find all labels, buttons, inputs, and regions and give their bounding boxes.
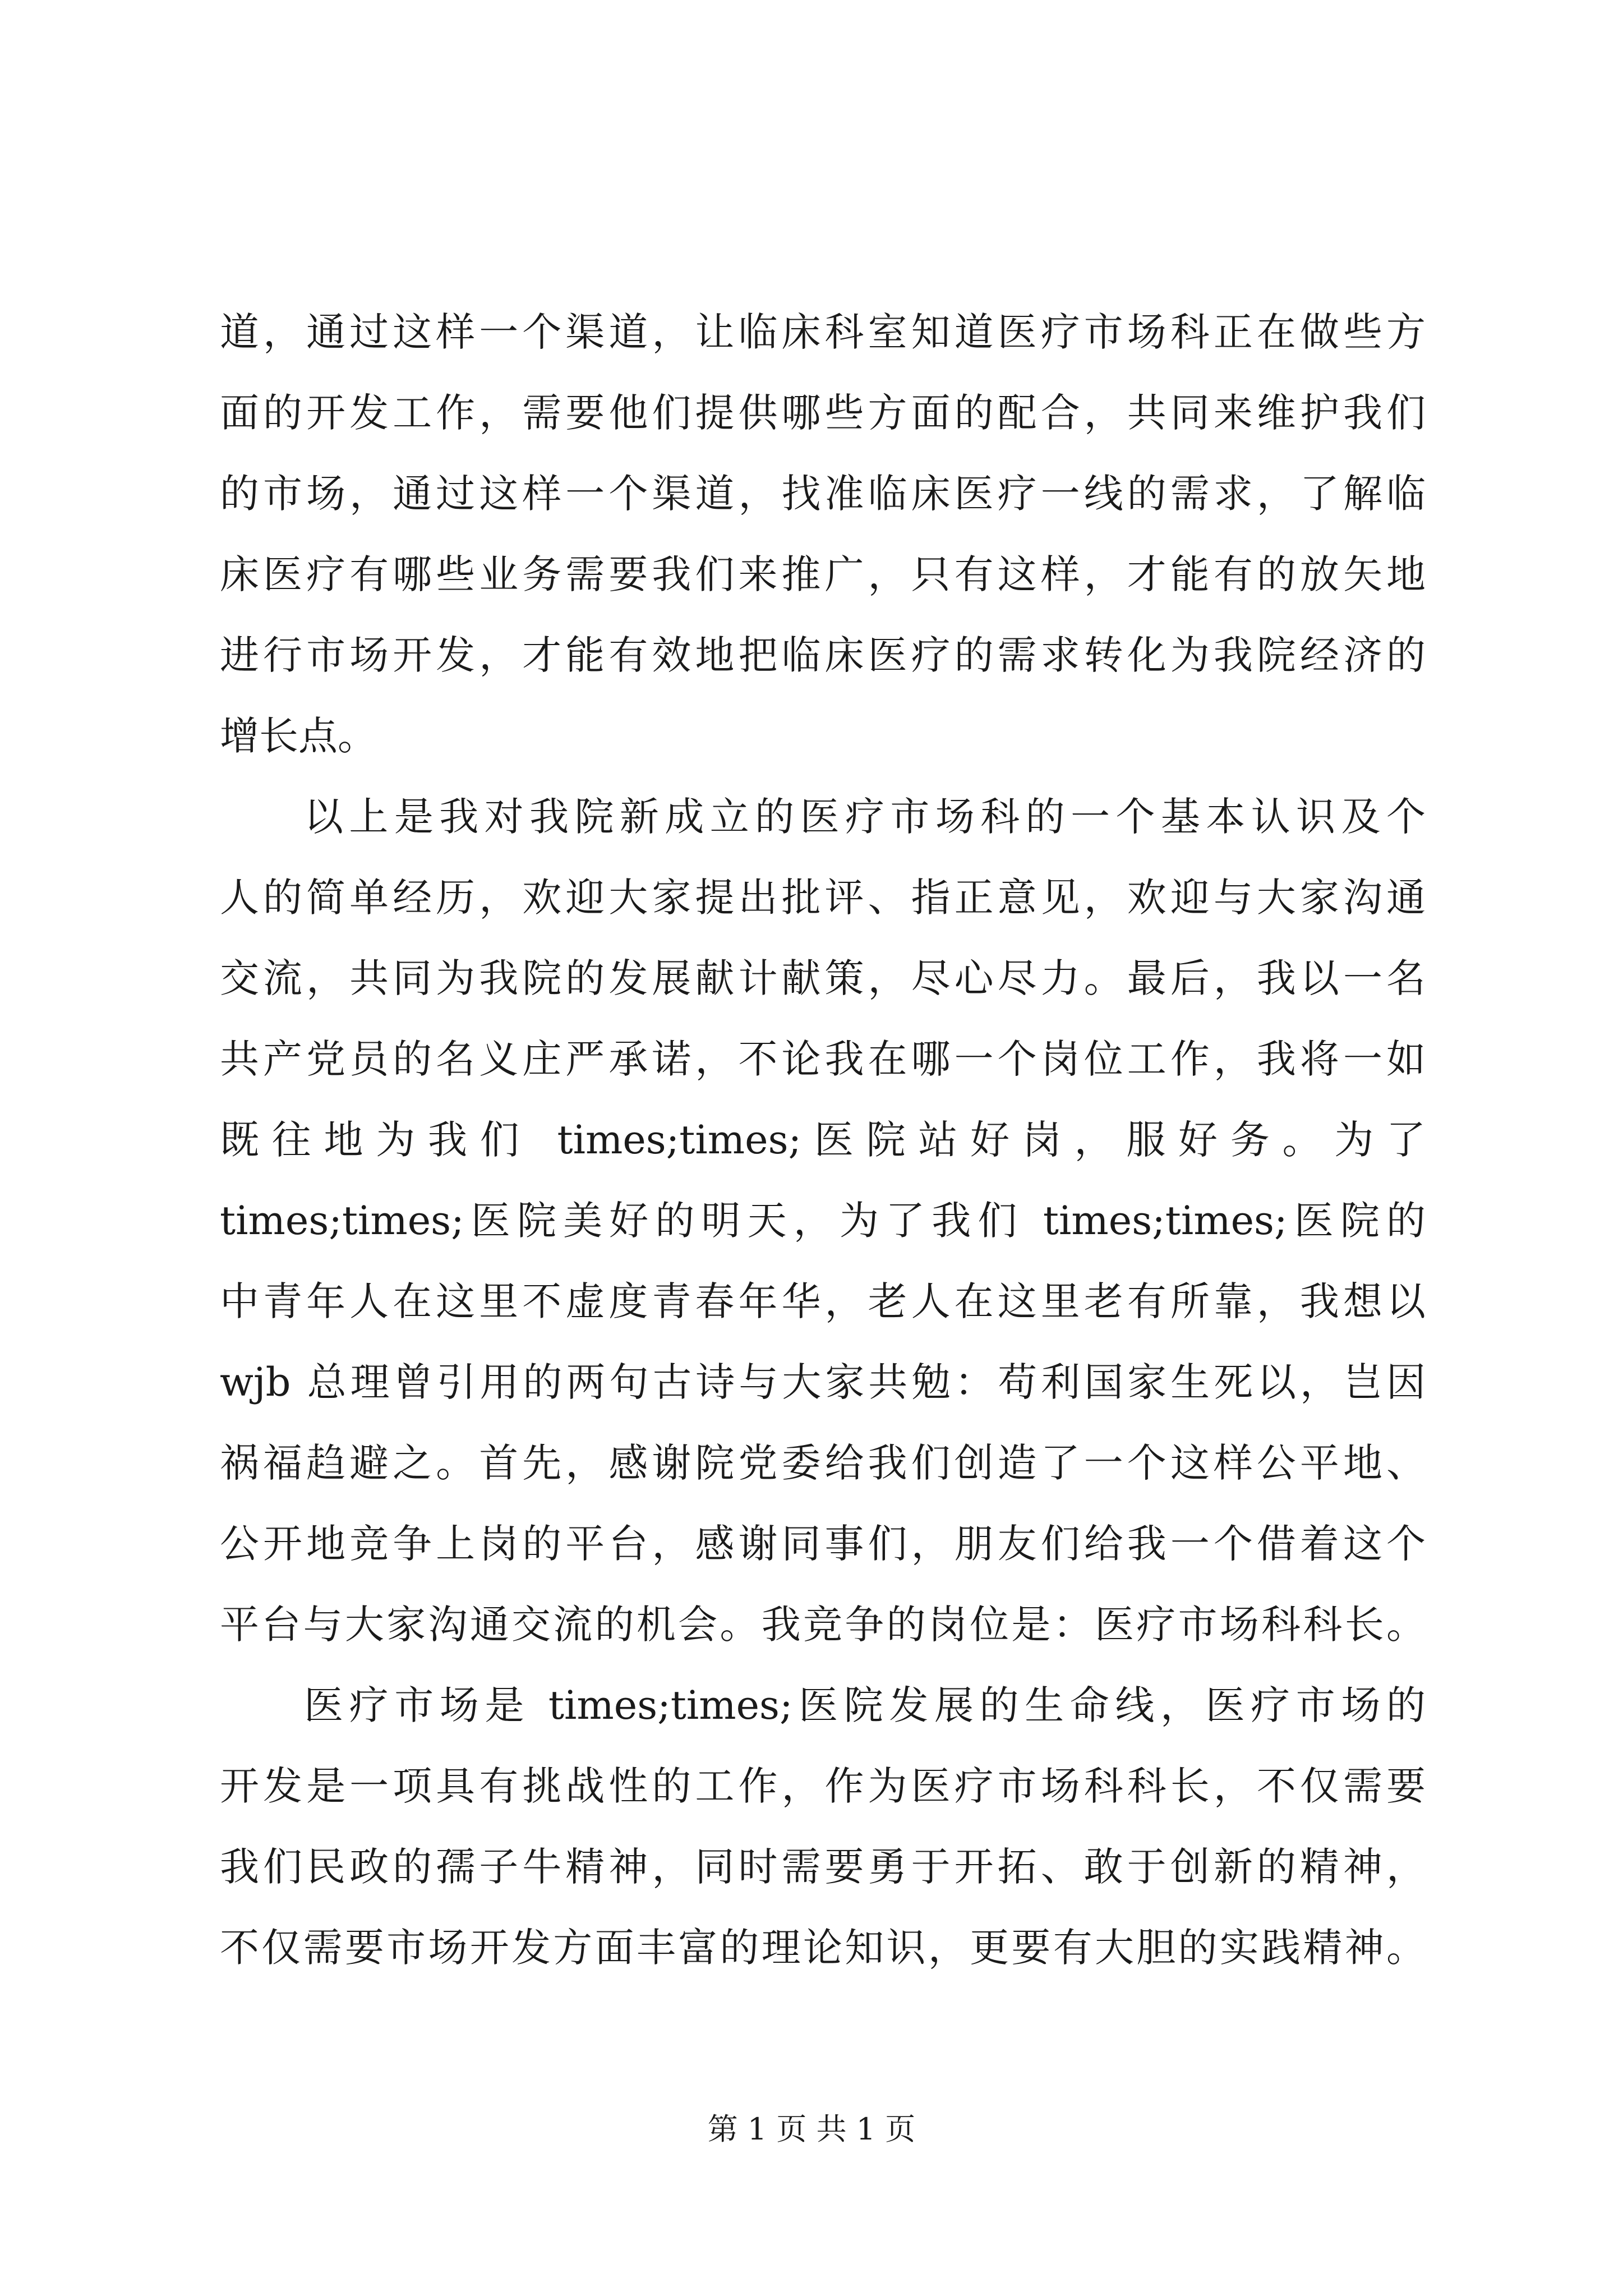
text-line: 床医疗有哪些业务需要我们来推广，只有这样，才能有的放矢地 bbox=[220, 551, 1426, 597]
text-line: 祸福趋避之。首先，感谢院党委给我们创造了一个这样公平地、 bbox=[220, 1440, 1426, 1486]
text-line: 中青年人在这里不虚度青春年华，老人在这里老有所靠，我想以 bbox=[220, 1278, 1426, 1324]
text-line: 既往地为我们 times;times;医院站好岗，服好务。为了 bbox=[220, 1117, 1426, 1163]
text-line: 增长点。 bbox=[220, 713, 377, 759]
text-line: 人的简单经历，欢迎大家提出批评、指正意见，欢迎与大家沟通 bbox=[220, 875, 1426, 921]
text-line: 不仅需要市场开发方面丰富的理论知识，更要有大胆的实践精神。 bbox=[220, 1925, 1426, 1971]
paragraph-start-line: 医疗市场是 times;times;医院发展的生命线，医疗市场的 bbox=[304, 1682, 1426, 1728]
text-line: 开发是一项具有挑战性的工作，作为医疗市场科科长，不仅需要 bbox=[220, 1763, 1426, 1809]
paragraph-start-line: 以上是我对我院新成立的医疗市场科的一个基本认识及个 bbox=[304, 794, 1426, 840]
text-line: 面的开发工作，需要他们提供哪些方面的配合，共同来维护我们 bbox=[220, 390, 1426, 436]
text-line: 道，通过这样一个渠道，让临床科室知道医疗市场科正在做些方 bbox=[220, 309, 1426, 355]
text-line: 交流，共同为我院的发展献计献策，尽心尽力。最后，我以一名 bbox=[220, 955, 1426, 1001]
text-line: 平台与大家沟通交流的机会。我竞争的岗位是：医疗市场科科长。 bbox=[220, 1602, 1426, 1648]
text-line: 进行市场开发，才能有效地把临床医疗的需求转化为我院经济的 bbox=[220, 632, 1426, 678]
text-line: 我们民政的孺子牛精神，同时需要勇于开拓、敢于创新的精神， bbox=[220, 1844, 1426, 1890]
text-line: wjb 总理曾引用的两句古诗与大家共勉：苟利国家生死以，岂因 bbox=[220, 1359, 1426, 1405]
text-line: 共产党员的名义庄严承诺，不论我在哪一个岗位工作，我将一如 bbox=[220, 1036, 1426, 1082]
page-number-footer: 第 1 页 共 1 页 bbox=[707, 2111, 916, 2147]
text-line: 公开地竞争上岗的平台，感谢同事们，朋友们给我一个借着这个 bbox=[220, 1521, 1426, 1567]
text-line: 的市场，通过这样一个渠道，找准临床医疗一线的需求，了解临 bbox=[220, 471, 1426, 517]
text-line: times;times;医院美好的明天，为了我们 times;times;医院的 bbox=[220, 1198, 1426, 1244]
body-text bbox=[220, 292, 1426, 1988]
